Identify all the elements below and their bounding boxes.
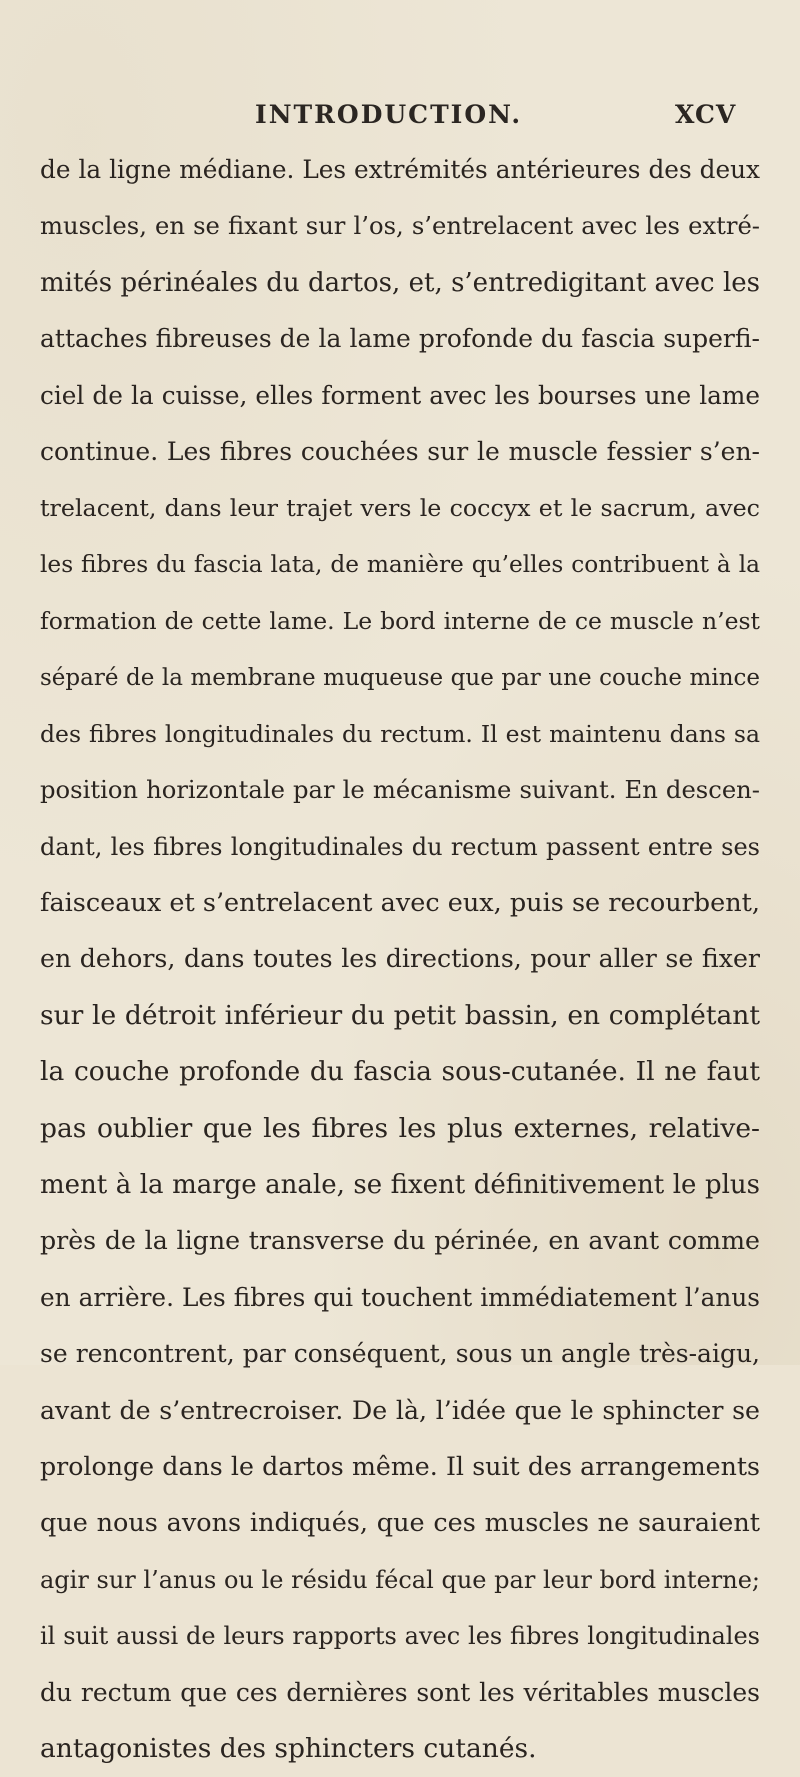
- text-line: en dehors, dans toutes les directions, pour aller se fixer: [40, 944, 760, 974]
- text-line: ment à la marge anale, se fixent définitivement le plus: [40, 1170, 760, 1201]
- text-line: position horizontale par le mécanisme suivant. En descen-: [40, 775, 760, 805]
- text-line: avant de s’entrecroiser. De là, l’idée que le sphincter se: [40, 1395, 760, 1425]
- text-line: du rectum que ces dernières sont les véritables muscles: [40, 1677, 760, 1707]
- text-line: la couche profonde du fascia sous-cutanée. Il ne faut: [40, 1056, 760, 1088]
- text-line: formation de cette lame. Le bord interne de ce muscle n’est: [40, 607, 760, 636]
- text-line: pas oublier que les fibres les plus externes, relative-: [40, 1112, 760, 1144]
- running-title: INTRODUCTION.: [255, 100, 523, 129]
- text-line: ciel de la cuisse, elles forment avec les bourses une lame: [40, 380, 760, 410]
- text-line: sur le détroit inférieur du petit bassin, en complétant: [40, 999, 760, 1031]
- text-line: les fibres du fascia lata, de manière qu’elles contribuent à la: [40, 550, 760, 578]
- text-line: en arrière. Les fibres qui touchent immédiatement l’anus: [40, 1282, 760, 1312]
- body-paragraph: [40, 142, 760, 1777]
- text-line: agir sur l’anus ou le résidu fécal que par leur bord interne;: [40, 1565, 760, 1594]
- page-number: XCV: [675, 100, 737, 129]
- text-line: trelacent, dans leur trajet vers le coccyx et le sacrum, avec: [40, 494, 760, 523]
- text-line: séparé de la membrane muqueuse que par une couche mince: [40, 664, 760, 691]
- text-line: dant, les fibres longitudinales du rectum passent entre ses: [40, 832, 760, 861]
- text-line: mités périnéales du dartos, et, s’entredigitant avec les: [40, 267, 760, 298]
- text-line: continue. Les fibres couchées sur le muscle fessier s’en-: [40, 436, 760, 466]
- text-line: faisceaux et s’entrelacent avec eux, puis se recourbent,: [40, 888, 760, 919]
- text-line: muscles, en se fixant sur l’os, s’entrelacent avec les extré-: [40, 211, 760, 241]
- text-line: de la ligne médiane. Les extrémités antérieures des deux: [40, 155, 760, 184]
- text-line: prolonge dans le dartos même. Il suit des arrangements: [40, 1451, 760, 1481]
- text-line: près de la ligne transverse du périnée, en avant comme: [40, 1226, 760, 1256]
- text-line: attaches fibreuses de la lame profonde du fascia superfi-: [40, 324, 760, 354]
- running-head: [0, 100, 800, 140]
- text-line: se rencontrent, par conséquent, sous un angle très-aigu,: [40, 1339, 760, 1369]
- text-line: que nous avons indiqués, que ces muscles ne sauraient: [40, 1508, 760, 1539]
- text-line: des fibres longitudinales du rectum. Il est maintenu dans sa: [40, 719, 760, 748]
- text-line: il suit aussi de leurs rapports avec les fibres longitudinales: [40, 1622, 760, 1651]
- text-line: antagonistes des sphincters cutanés.: [40, 1732, 537, 1764]
